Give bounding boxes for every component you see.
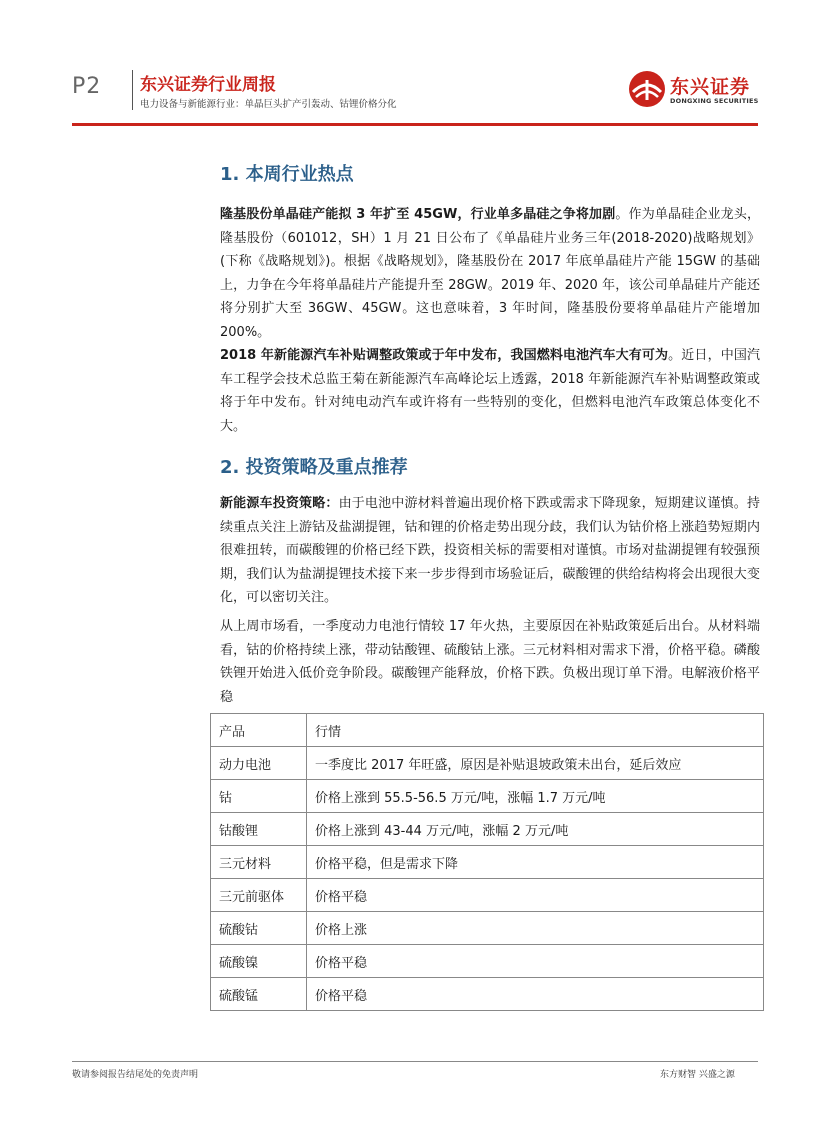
- table-cell-trend: 价格平稳: [307, 945, 764, 978]
- footer-rule: [72, 1061, 758, 1062]
- table-header-cell: 产品: [211, 714, 307, 747]
- table-cell-product: 硫酸钴: [211, 912, 307, 945]
- paragraph-body: 。作为单晶硅企业龙头，隆基股份（601012，SH）1 月 21 日公布了《单晶硅片业务三年(2018-2020)战略规划》(下称《战略规划》)。根据《战略规划》，隆基股份在 2017 年底单晶硅片产能 15GW 的基础上，力争在今年将单晶硅片产能提升至 28GW。2019 年、2020 年，该公司单晶硅片产能还将分别扩大至 36GW、45GW。这也意味着，3 年时间，隆基股份要将单晶硅片产能增加 200%。: [220, 207, 760, 340]
- header-rule: [72, 123, 758, 126]
- paragraph-market-review: 从上周市场看，一季度动力电池行情较 17 年火热，主要原因在补贴政策延后出台。从材料端看，钴的价格持续上涨，带动钴酸锂、硫酸钴上涨。三元材料相对需求下滑，价格平稳。磷酸铁锂开始进入低价竞争阶段。碳酸锂产能释放，价格下跌。负极出现订单下滑。电解液价格平稳: [220, 619, 760, 705]
- table-row: [211, 912, 764, 945]
- table-cell-product: 钴酸锂: [211, 813, 307, 846]
- table-cell-trend: 价格平稳，但是需求下降: [307, 846, 764, 879]
- section-heading-hot-topics: 1. 本周行业热点: [220, 164, 354, 185]
- company-logo: [628, 68, 760, 112]
- paragraph-longi-capacity: [220, 203, 760, 344]
- table-cell-product: 硫酸镍: [211, 945, 307, 978]
- logo-emblem-icon: [628, 70, 666, 108]
- paragraph-lead: 2018 年新能源汽车补贴调整政策或于年中发布，我国燃料电池汽车大有可为: [220, 348, 669, 363]
- table-cell-trend: 价格上涨到 43-44 万元/吨，涨幅 2 万元/吨: [307, 813, 764, 846]
- table-row: [211, 945, 764, 978]
- paragraph-lead: 隆基股份单晶硅产能拟 3 年扩至 45GW，行业单多晶硅之争将加剧: [220, 207, 616, 222]
- logo-text-en: DONGXING SECURITIES: [670, 97, 759, 105]
- paragraph-nev-strategy: [220, 492, 760, 610]
- paragraph-lead: 新能源车投资策略：: [220, 496, 339, 511]
- table-cell-trend: 价格上涨: [307, 912, 764, 945]
- paragraph-nev-subsidy: [220, 344, 760, 438]
- table-header-cell: 行情: [307, 714, 764, 747]
- table-cell-product: 硫酸锰: [211, 978, 307, 1011]
- report-subtitle: 电力设备与新能源行业：单晶巨头扩产引轰动、钴锂价格分化: [140, 99, 397, 110]
- table-row: [211, 747, 764, 780]
- footer-disclaimer: 敬请参阅报告结尾处的免责声明: [72, 1070, 199, 1080]
- table-cell-product: 三元材料: [211, 846, 307, 879]
- table-cell-product: 钴: [211, 780, 307, 813]
- table-row: [211, 879, 764, 912]
- table-row: [211, 813, 764, 846]
- logo-text-cn: 东兴证券: [670, 76, 751, 98]
- table-row: [211, 978, 764, 1011]
- table-cell-trend: 价格平稳: [307, 879, 764, 912]
- table-row: [211, 780, 764, 813]
- table-row: [211, 846, 764, 879]
- table-cell-product: 动力电池: [211, 747, 307, 780]
- header-divider: [132, 70, 133, 110]
- footer-slogan: 东方财智 兴盛之源: [660, 1070, 735, 1080]
- report-title: 东兴证券行业周报: [140, 75, 276, 95]
- section-heading-strategy: 2. 投资策略及重点推荐: [220, 457, 408, 478]
- market-table: [210, 713, 764, 1011]
- table-cell-trend: 价格上涨到 55.5-56.5 万元/吨，涨幅 1.7 万元/吨: [307, 780, 764, 813]
- table-cell-trend: 价格平稳: [307, 978, 764, 1011]
- paragraph-body: 。近日，中国汽车工程学会技术总监王菊在新能源汽车高峰论坛上透露，2018 年新能源汽车补贴调整政策或将于年中发布。针对纯电动汽车或许将有一些特别的变化，但燃料电池汽车政策总体变化不大。: [220, 348, 760, 434]
- paragraph-body: 由于电池中游材料普遍出现价格下跌或需求下降现象，短期建议谨慎。持续重点关注上游钴及盐湖提锂，钴和锂的价格走势出现分歧，我们认为钴价格上涨趋势短期内很难扭转，而碳酸锂的价格已经下跌，投资相关标的需要相对谨慎。市场对盐湖提锂有较强预期，我们认为盐湖提锂技术接下来一步步得到市场验证后，碳酸锂的供给结构将会出现很大变化，可以密切关注。: [220, 496, 760, 605]
- table-header-row: [211, 714, 764, 747]
- page-number: P2: [72, 74, 102, 99]
- table-cell-trend: 一季度比 2017 年旺盛，原因是补贴退坡政策未出台，延后效应: [307, 747, 764, 780]
- table-cell-product: 三元前驱体: [211, 879, 307, 912]
